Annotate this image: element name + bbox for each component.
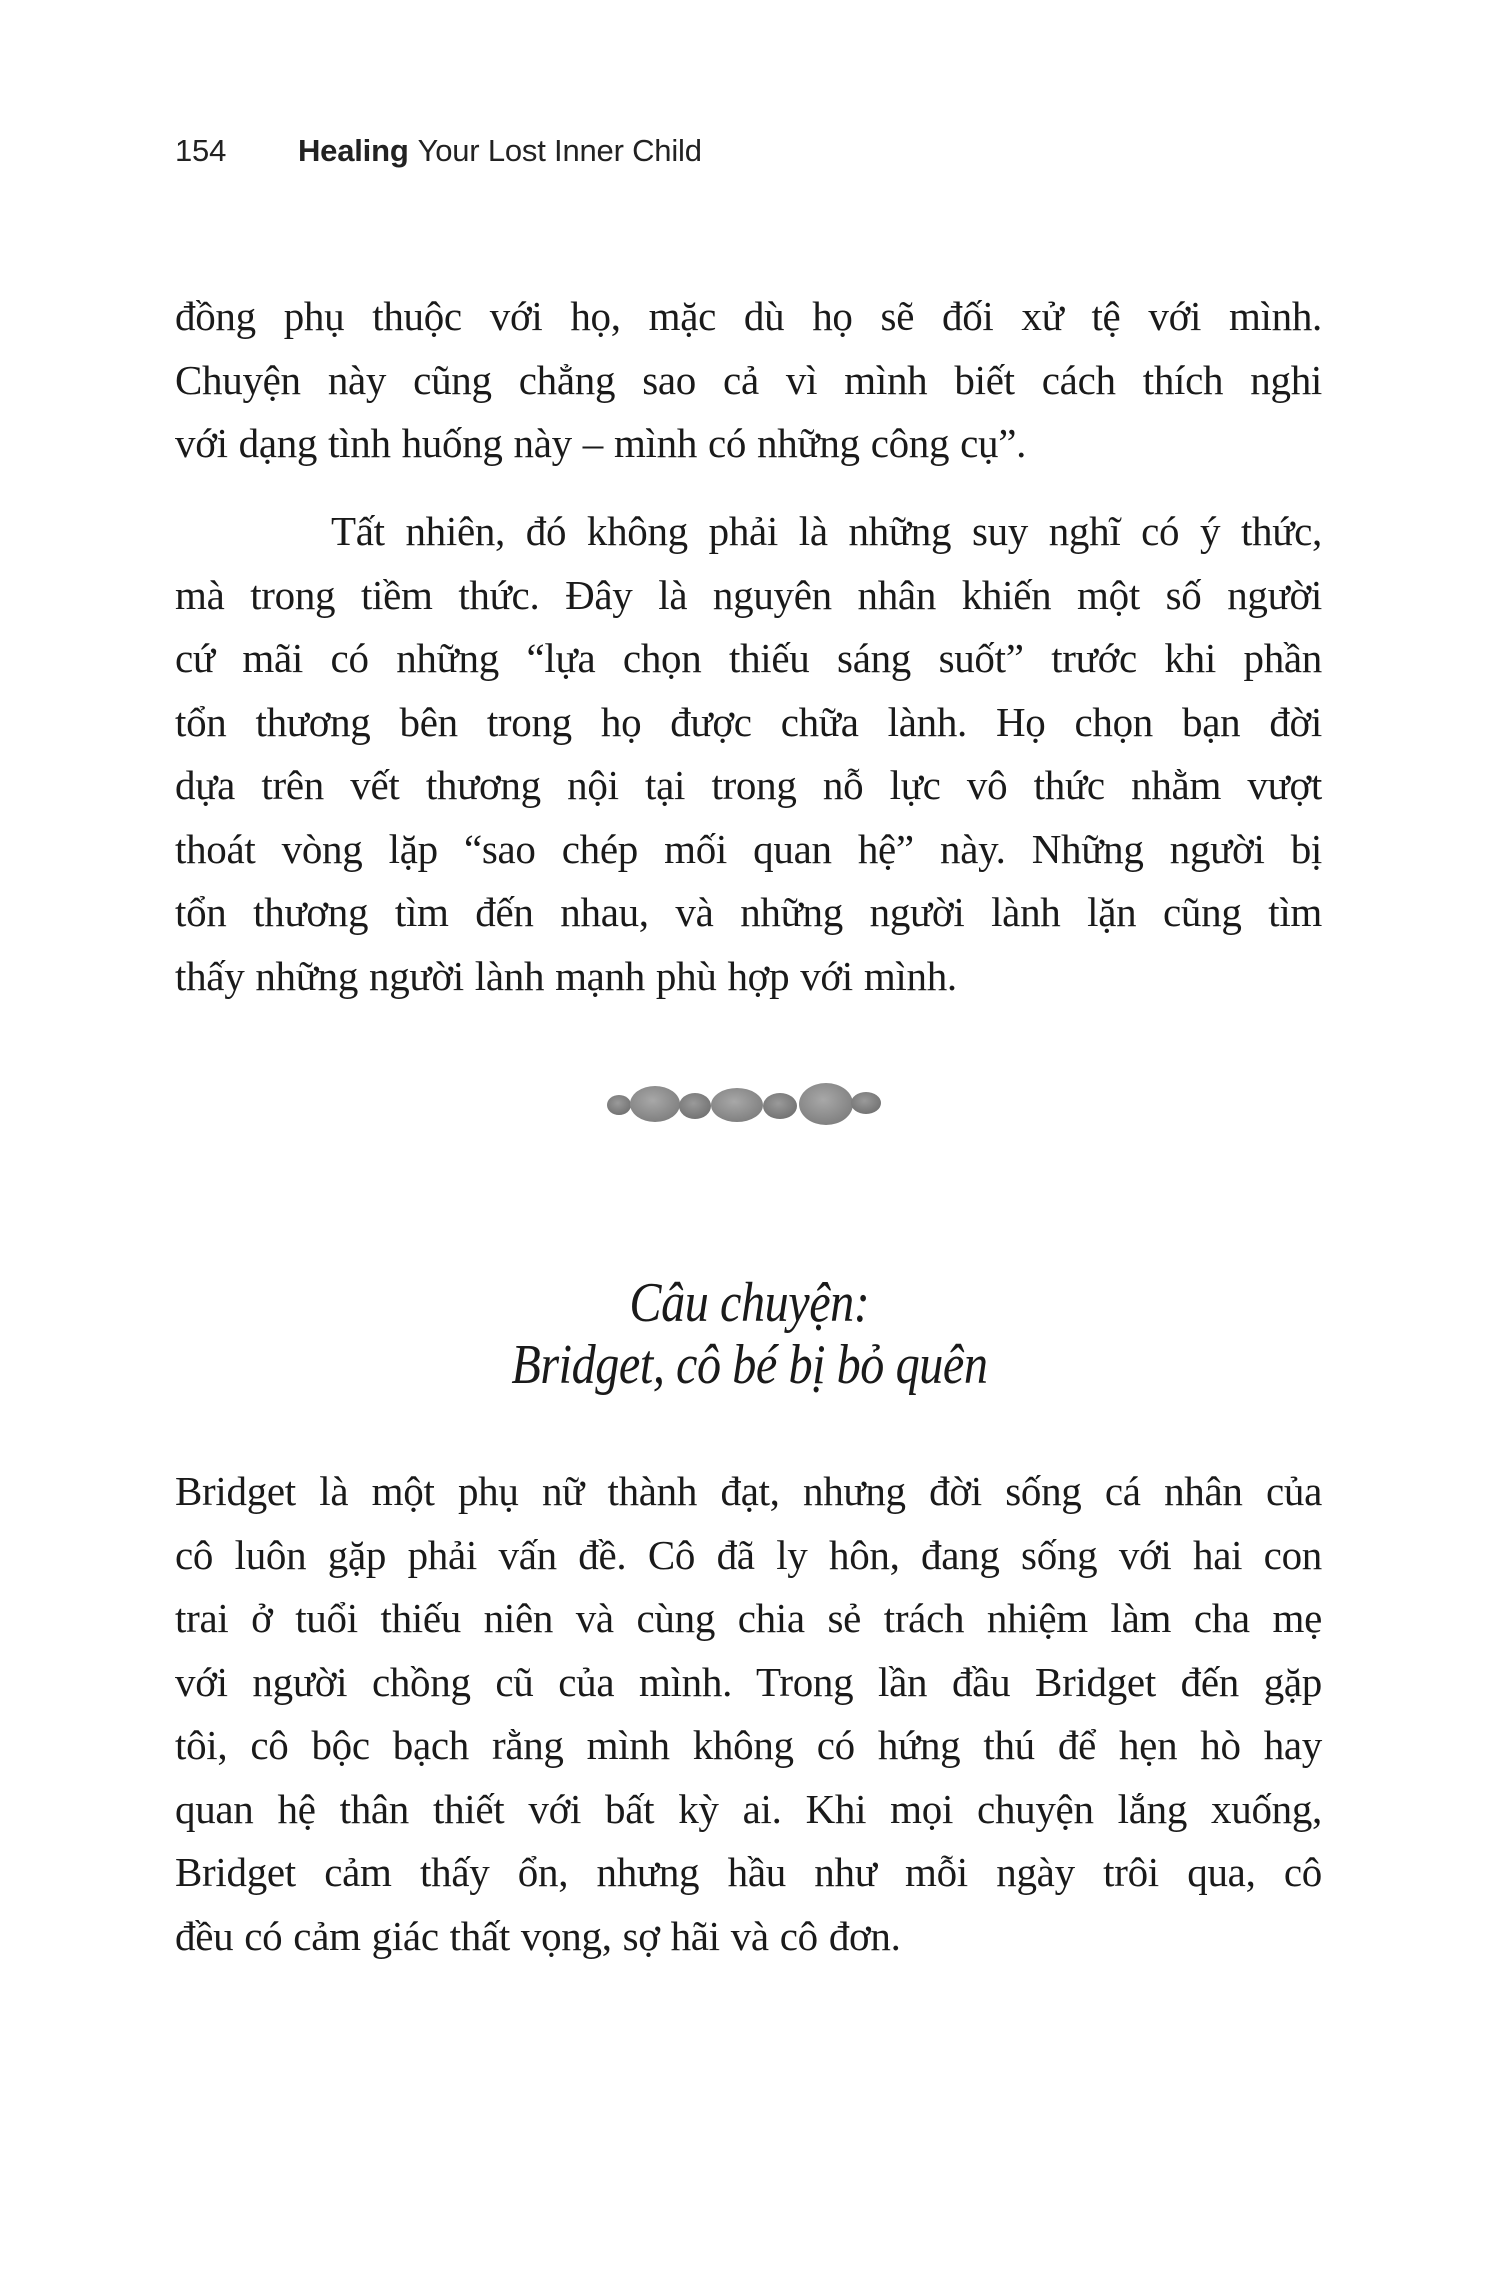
text-line: quan hệ thân thiết với bất kỳ ai. Khi mọi chuyện lắng xuống, — [175, 1785, 1322, 1832]
text-line: tổn thương bên trong họ được chữa lành. Họ chọn bạn đời — [175, 698, 1322, 745]
paragraph-continuation — [175, 285, 1322, 476]
text-line: tôi, cô bộc bạch rằng mình không có hứng thú để hẹn hò hay — [175, 1722, 1322, 1768]
page-number: 154 — [175, 133, 227, 168]
text-line: thoát vòng lặp “sao chép mối quan hệ” này. Những người bị — [175, 825, 1322, 872]
text-line: thấy những người lành mạnh phù hợp với mình. — [175, 952, 957, 999]
book-title-bold: Healing — [298, 133, 409, 168]
text-line: đều có cảm giác thất vọng, sợ hãi và cô đơn. — [175, 1912, 901, 1959]
text-line: Chuyện này cũng chẳng sao cả vì mình biết cách thích nghi — [175, 356, 1322, 403]
text-line: mà trong tiềm thức. Đây là nguyên nhân khiến một số người — [175, 571, 1322, 618]
story-heading-title: Bridget, cô bé bị bỏ quên — [511, 1334, 988, 1396]
text-line: với dạng tình huống này – mình có những công cụ”. — [175, 420, 1027, 466]
text-line: Tất nhiên, đó không phải là những suy nghĩ có ý thức, — [331, 508, 1322, 554]
text-line: Bridget là một phụ nữ thành đạt, nhưng đời sống cá nhân của — [175, 1468, 1322, 1514]
text-line: tổn thương tìm đến nhau, và những người lành lặn cũng tìm — [175, 889, 1322, 935]
story-heading-label: Câu chuyện: — [629, 1272, 870, 1334]
text-line: trai ở tuổi thiếu niên và cùng chia sẻ trách nhiệm làm cha mẹ — [175, 1595, 1322, 1641]
pebble-row-divider-icon — [604, 1078, 884, 1130]
text-line: cứ mãi có những “lựa chọn thiếu sáng suốt” trước khi phần — [175, 635, 1322, 681]
paragraph-bridget-story — [175, 1460, 1322, 1968]
book-title-rest: Your Lost Inner Child — [417, 133, 702, 168]
story-heading — [105, 1272, 1394, 1396]
text-line: Bridget cảm thấy ổn, nhưng hầu như mỗi ngày trôi qua, cô — [175, 1849, 1322, 1895]
text-line: cô luôn gặp phải vấn đề. Cô đã ly hôn, đang sống với hai con — [175, 1531, 1322, 1578]
running-header — [175, 133, 702, 173]
paragraph-subconscious — [175, 500, 1322, 1008]
text-line: đồng phụ thuộc với họ, mặc dù họ sẽ đối xử tệ với mình. — [175, 293, 1322, 339]
text-line: với người chồng cũ của mình. Trong lần đầu Bridget đến gặp — [175, 1658, 1322, 1705]
text-line: dựa trên vết thương nội tại trong nỗ lực vô thức nhằm vượt — [175, 762, 1322, 808]
